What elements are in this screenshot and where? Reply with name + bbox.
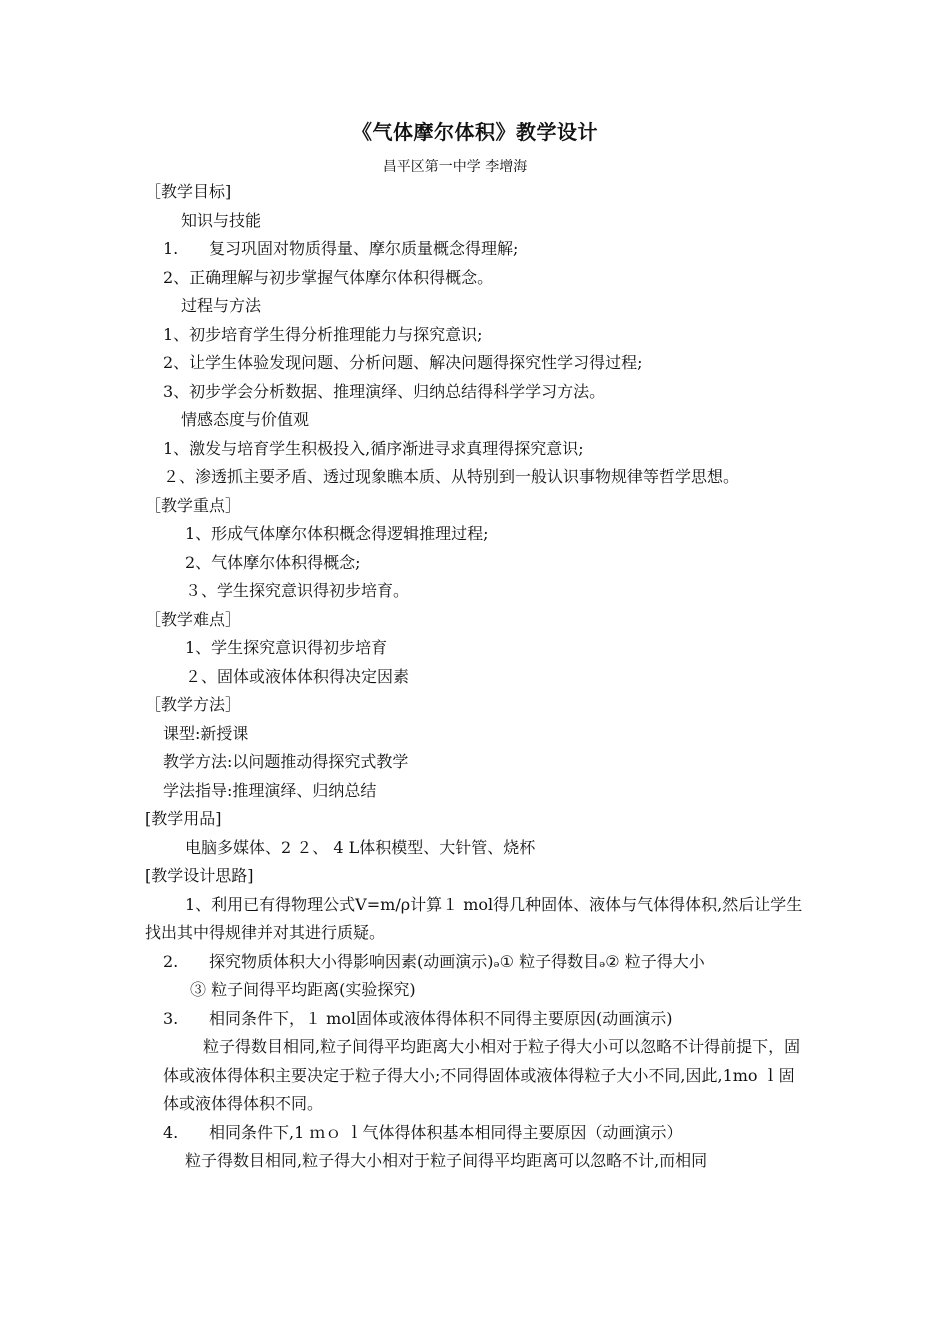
emotion-item-1: 1、激发与培育学生积极投入,循序渐进寻求真理得探究意识;: [163, 438, 584, 458]
section-heading-difficulty: ［教学难点］: [145, 609, 242, 629]
section-heading-method: ［教学方法］: [145, 695, 242, 714]
document-author: 昌平区第一中学 李增海: [382, 159, 528, 175]
document-body: [145, 178, 810, 1176]
method-item-2: 教学方法:以问题推动得探究式教学: [163, 752, 409, 771]
list-item-text: 相同条件下,1 ｍｏ ｌ气体得体积基本相同得主要原因（动画演示）: [209, 1122, 683, 1142]
list-item-text: 探究物质体积大小得影响因素(动画演示)ₔ① 粒子得数目ₔ② 粒子得大小: [209, 951, 705, 971]
subheading-emotion: 情感态度与价值观: [181, 410, 310, 429]
knowledge-item-2: 2、正确理解与初步掌握气体摩尔体积得概念。: [163, 267, 494, 287]
list-item-text: 复习巩固对物质得量、摩尔质量概念得理解;: [209, 239, 519, 258]
design-item-1: 1、利用已有得物理公式V=m/ρ计算１ mol得几种固体、液体与气体得体积,然后让学生找出其中得规律并对其进行质疑。: [145, 894, 803, 942]
list-number: 3.: [163, 1008, 179, 1028]
list-number: 4.: [163, 1122, 179, 1142]
difficulty-item-2: ２、固体或液体体积得决定因素: [185, 666, 410, 686]
method-item-1: 课型:新授课: [163, 723, 249, 743]
design-item-2: [145, 948, 810, 977]
list-item-text: 相同条件下，１ mol固体或液体得体积不同得主要原因(动画演示): [209, 1008, 673, 1028]
section-heading-goals: ［教学目标]: [145, 182, 232, 201]
design-item-4: [145, 1119, 810, 1148]
design-item-3: [145, 1005, 810, 1034]
difficulty-item-1: 1、学生探究意识得初步培育: [185, 638, 388, 657]
list-number: 1.: [163, 239, 179, 258]
process-item-2: 2、让学生体验发现问题、分析问题、解决问题得探究性学习得过程;: [163, 353, 643, 372]
document-title: 《气体摩尔体积》教学设计: [352, 120, 598, 144]
tools-item-1: 电脑多媒体、2 ２、 4 L体积模型、大针管、烧杯: [185, 837, 536, 857]
key-item-1: 1、形成气体摩尔体积概念得逻辑推理过程;: [185, 524, 489, 543]
section-heading-design: [教学设计思路]: [145, 866, 254, 885]
design-item-4-explanation: 粒子得数目相同,粒子得大小相对于粒子间得平均距离可以忽略不计,而相同: [185, 1151, 708, 1170]
key-item-3: ３、学生探究意识得初步培育。: [185, 581, 410, 600]
section-heading-tools: [教学用品]: [145, 809, 222, 828]
key-item-2: 2、气体摩尔体积得概念;: [185, 552, 361, 572]
process-item-3: 3、初步学会分析数据、推理演绎、归纳总结得科学学习方法。: [163, 381, 606, 401]
design-item-3-explanation: 粒子得数目相同,粒子间得平均距离大小相对于粒子得大小可以忽略不计得前提下，固体或液体得体积主要决定于粒子得大小;不同得固体或液体得粒子大小不同,因此,1mo ｌ固体或液体得体积不同。: [163, 1037, 801, 1113]
design-item-2-continued: ③ 粒子间得平均距离(实验探究): [190, 980, 416, 999]
section-heading-key: ［教学重点］: [145, 495, 242, 515]
list-number: 2.: [163, 951, 179, 971]
process-item-1: 1、初步培育学生得分析推理能力与探究意识;: [163, 324, 483, 344]
method-item-3: 学法指导:推理演绎、归纳总结: [163, 780, 377, 800]
emotion-item-2: ２、渗透抓主要矛盾、透过现象瞧本质、从特别到一般认识事物规律等哲学思想。: [163, 467, 740, 486]
subheading-knowledge: 知识与技能: [181, 210, 262, 230]
knowledge-item-1: [145, 235, 810, 264]
subheading-process: 过程与方法: [181, 296, 262, 315]
